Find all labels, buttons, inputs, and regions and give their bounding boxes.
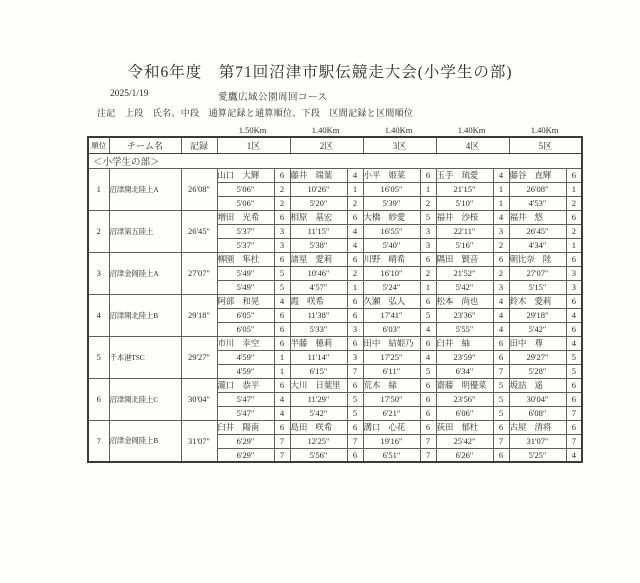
runner-grade: 6 [566, 378, 582, 392]
cumulative-rank: 7 [420, 434, 436, 448]
team-name: 千本港TSC [109, 336, 181, 378]
cumulative-time: 23'36″ [436, 308, 493, 322]
runner-grade: 6 [420, 336, 436, 350]
cumulative-time: 23'59″ [436, 350, 493, 364]
runner-grade: 6 [274, 336, 290, 350]
team-rank: 5 [88, 336, 109, 378]
runner-grade: 6 [347, 378, 363, 392]
leg-rank: 1 [493, 196, 509, 210]
runner-name: 福井 悠 [509, 210, 566, 224]
team-rank: 6 [88, 378, 109, 420]
leg-rank: 4 [420, 322, 436, 336]
leg-time: 6'15″ [290, 364, 347, 378]
section-row [88, 153, 582, 168]
runner-name: 溝口 心花 [363, 420, 420, 434]
leg-time: 5'16″ [436, 238, 493, 252]
cumulative-rank: 7 [274, 434, 290, 448]
leg-time: 5'42″ [509, 322, 566, 336]
cumulative-time: 5'37″ [217, 224, 274, 238]
leg-rank: 3 [493, 280, 509, 294]
runner-name: 久瀬 弘人 [363, 294, 420, 308]
cumulative-time: 6'29″ [217, 434, 274, 448]
leg-rank: 5 [274, 280, 290, 294]
cumulative-rank: 4 [566, 308, 582, 322]
runner-name: 朝比奈 陸 [509, 252, 566, 266]
leg-rank: 7 [347, 364, 363, 378]
cumulative-time: 23'56″ [436, 392, 493, 406]
page-title: 令和6年度 第71回沼津市駅伝競走大会(小学生の部) [127, 64, 513, 81]
cumulative-time: 5'49″ [217, 266, 274, 280]
cumulative-rank: 1 [274, 350, 290, 364]
leg-rank: 4 [347, 238, 363, 252]
cumulative-rank: 6 [274, 308, 290, 322]
leg-time: 5'47″ [217, 406, 274, 420]
team-name: 沼津開北陸上B [109, 294, 181, 336]
cumulative-rank: 7 [493, 434, 509, 448]
leg-rank: 4 [566, 448, 582, 462]
leg-time: 6'05″ [217, 322, 274, 336]
runner-name: 藤谷 直輝 [509, 168, 566, 182]
cumulative-rank: 5 [347, 392, 363, 406]
runner-name: 山口 大輝 [217, 168, 274, 182]
team-row-names [88, 252, 582, 266]
cumulative-rank: 1 [347, 182, 363, 196]
col-header-record: 記録 [181, 137, 217, 153]
leg5-distance: 1.40Km [530, 125, 559, 135]
leg-time: 6'34″ [436, 364, 493, 378]
runner-grade: 6 [420, 420, 436, 434]
runner-name: 隅田 賢音 [436, 252, 493, 266]
team-rank: 4 [88, 294, 109, 336]
team-name: 沼津金岡陸上A [109, 252, 181, 294]
leg-rank: 6 [493, 448, 509, 462]
runner-grade: 6 [566, 420, 582, 434]
runner-name: 坂詰 遥 [509, 378, 566, 392]
cumulative-rank: 1 [493, 182, 509, 196]
runner-name: 増田 光希 [217, 210, 274, 224]
col-header-rank: 順位 [88, 137, 109, 153]
runner-name: 玉手 琉愛 [436, 168, 493, 182]
cumulative-time: 16'10″ [363, 266, 420, 280]
cumulative-rank: 7 [566, 434, 582, 448]
leg-rank: 4 [274, 406, 290, 420]
runner-name: 荻田 郁杜 [436, 420, 493, 434]
cumulative-rank: 7 [347, 434, 363, 448]
team-name: 沼津開北陸上C [109, 378, 181, 420]
cumulative-time: 30'04″ [509, 392, 566, 406]
leg-rank: 6 [566, 322, 582, 336]
runner-grade: 6 [347, 294, 363, 308]
runner-grade: 4 [493, 210, 509, 224]
cumulative-rank: 2 [274, 182, 290, 196]
team-record: 29'27″ [181, 336, 217, 378]
team-rank: 7 [88, 420, 109, 462]
team-row-names [88, 210, 582, 224]
leg-time: 6'11″ [363, 364, 420, 378]
leg-rank: 5 [566, 364, 582, 378]
cumulative-time: 26'45″ [509, 224, 566, 238]
cumulative-rank: 2 [566, 224, 582, 238]
cumulative-rank: 2 [347, 266, 363, 280]
runner-name: 霞 咲希 [290, 294, 347, 308]
leg-time: 4'53″ [509, 196, 566, 210]
leg-rank: 7 [420, 448, 436, 462]
runner-grade: 6 [566, 210, 582, 224]
runner-grade: 6 [420, 168, 436, 182]
runner-grade: 6 [347, 420, 363, 434]
leg-time: 6'03″ [363, 322, 420, 336]
cumulative-rank: 5 [493, 392, 509, 406]
cumulative-rank: 1 [420, 182, 436, 196]
leg-rank: 1 [347, 280, 363, 294]
leg-time: 6'08″ [509, 406, 566, 420]
cumulative-rank: 3 [274, 224, 290, 238]
team-name: 沼津第五陸上 [109, 210, 181, 252]
runner-grade: 5 [420, 210, 436, 224]
runner-name: 小平 姫菜 [363, 168, 420, 182]
runner-name: 阿部 和晃 [217, 294, 274, 308]
runner-name: 半藤 穂莉 [290, 336, 347, 350]
cumulative-rank: 4 [420, 350, 436, 364]
leg-time: 5'49″ [217, 280, 274, 294]
leg-time: 5'25″ [509, 448, 566, 462]
cumulative-time: 21'52″ [436, 266, 493, 280]
leg-time: 6'06″ [436, 406, 493, 420]
cumulative-time: 29'18″ [509, 308, 566, 322]
runner-name: 大橋 紗愛 [363, 210, 420, 224]
runner-name: 相原 基宏 [290, 210, 347, 224]
runner-name: 荒木 緑 [363, 378, 420, 392]
team-rank: 2 [88, 210, 109, 252]
leg-rank: 7 [274, 448, 290, 462]
team-record: 27'07″ [181, 252, 217, 294]
runner-name: 齋藤 明優菜 [436, 378, 493, 392]
cumulative-time: 27'07″ [509, 266, 566, 280]
leg-distances-row [87, 125, 581, 135]
cumulative-rank: 3 [420, 224, 436, 238]
leg-rank: 5 [420, 364, 436, 378]
runner-name: 藤井 瑞葉 [290, 168, 347, 182]
cumulative-rank: 4 [493, 308, 509, 322]
leg-time: 5'10″ [436, 196, 493, 210]
col-header-leg3: 3区 [363, 137, 436, 153]
col-header-leg5: 5区 [509, 137, 582, 153]
cumulative-time: 11'14″ [290, 350, 347, 364]
leg-rank: 5 [347, 406, 363, 420]
cumulative-rank: 4 [347, 224, 363, 238]
runner-grade: 4 [493, 294, 509, 308]
runner-grade: 6 [347, 252, 363, 266]
cumulative-time: 10'46″ [290, 266, 347, 280]
leg-rank: 2 [566, 196, 582, 210]
runner-name: 瀧口 恭平 [217, 378, 274, 392]
team-record: 26'45″ [181, 210, 217, 252]
runner-grade: 4 [347, 168, 363, 182]
results-table [87, 136, 583, 463]
runner-name: 諸星 愛莉 [290, 252, 347, 266]
runner-name: 福井 沙桜 [436, 210, 493, 224]
leg-time: 4'57″ [290, 280, 347, 294]
leg-rank: 6 [347, 448, 363, 462]
runner-name: 市川 幸空 [217, 336, 274, 350]
leg-rank: 1 [274, 364, 290, 378]
team-row-names [88, 420, 582, 434]
runner-grade: 6 [566, 168, 582, 182]
runner-grade: 4 [566, 336, 582, 350]
cumulative-time: 22'11″ [436, 224, 493, 238]
cumulative-rank: 6 [493, 350, 509, 364]
leg-time: 4'34″ [509, 238, 566, 252]
runner-grade: 4 [493, 168, 509, 182]
leg-rank: 3 [274, 238, 290, 252]
cumulative-time: 6'05″ [217, 308, 274, 322]
col-header-team: チーム名 [109, 137, 181, 153]
leg-rank: 2 [493, 238, 509, 252]
runner-grade: 6 [493, 252, 509, 266]
runner-grade: 6 [566, 294, 582, 308]
runner-grade: 6 [274, 252, 290, 266]
cumulative-rank: 1 [566, 182, 582, 196]
runner-grade: 6 [347, 336, 363, 350]
leg-time: 5'06″ [217, 196, 274, 210]
leg-time: 5'39″ [363, 196, 420, 210]
cumulative-time: 5'47″ [217, 392, 274, 406]
team-rank: 1 [88, 168, 109, 210]
event-date: 2025/1/19 [110, 89, 149, 99]
meta-line [0, 89, 640, 103]
leg-time: 4'59″ [217, 364, 274, 378]
col-header-leg1: 1区 [217, 137, 290, 153]
leg-time: 5'56″ [290, 448, 347, 462]
runner-grade: 6 [566, 252, 582, 266]
cumulative-time: 16'05″ [363, 182, 420, 196]
cumulative-rank: 2 [493, 266, 509, 280]
legend-note: 注記 上段 氏名、中段 通算記録と通算順位、下段 区間記録と区間順位 [97, 108, 414, 118]
cumulative-rank: 5 [566, 350, 582, 364]
runner-grade: 6 [493, 336, 509, 350]
leg-rank: 3 [566, 280, 582, 294]
runner-grade: 6 [274, 168, 290, 182]
cumulative-rank: 3 [347, 350, 363, 364]
leg-rank: 7 [493, 364, 509, 378]
leg-time: 6'26″ [436, 448, 493, 462]
cumulative-time: 17'41″ [363, 308, 420, 322]
leg-rank: 1 [420, 280, 436, 294]
runner-name: 柳園 隼杜 [217, 252, 274, 266]
leg-time: 5'40″ [363, 238, 420, 252]
distance-spacer [87, 125, 216, 135]
runner-grade: 6 [493, 420, 509, 434]
leg-time: 6'51″ [363, 448, 420, 462]
cumulative-time: 4'59″ [217, 350, 274, 364]
leg-rank: 6 [274, 322, 290, 336]
runner-name: 鈴木 愛莉 [509, 294, 566, 308]
cumulative-time: 31'07″ [509, 434, 566, 448]
runner-name: 松本 尚也 [436, 294, 493, 308]
leg-time: 5'37″ [217, 238, 274, 252]
cumulative-time: 11'29″ [290, 392, 347, 406]
leg-rank: 3 [347, 322, 363, 336]
runner-grade: 6 [420, 378, 436, 392]
cumulative-time: 11'38″ [290, 308, 347, 322]
runner-grade: 5 [493, 378, 509, 392]
runner-grade: 6 [274, 420, 290, 434]
runner-name: 川野 晴希 [363, 252, 420, 266]
team-record: 29'18″ [181, 294, 217, 336]
leg-time: 6'29″ [217, 448, 274, 462]
cumulative-time: 29'27″ [509, 350, 566, 364]
runner-grade: 6 [274, 210, 290, 224]
leg4-distance: 1.40Km [457, 125, 486, 135]
cumulative-time: 16'55″ [363, 224, 420, 238]
leg-time: 5'15″ [509, 280, 566, 294]
leg-rank: 5 [493, 406, 509, 420]
leg-time: 5'28″ [509, 364, 566, 378]
col-header-leg2: 2区 [290, 137, 363, 153]
runner-name: 臼井 陽南 [217, 420, 274, 434]
leg-rank: 3 [420, 238, 436, 252]
leg-rank: 4 [493, 322, 509, 336]
leg1-distance: 1.50Km [238, 125, 267, 135]
runner-name: 田中 尊 [509, 336, 566, 350]
cumulative-time: 12'25″ [290, 434, 347, 448]
cumulative-time: 26'08″ [509, 182, 566, 196]
cumulative-rank: 6 [347, 308, 363, 322]
leg-time: 5'33″ [290, 322, 347, 336]
leg3-distance: 1.40Km [384, 125, 413, 135]
team-rank: 3 [88, 252, 109, 294]
cumulative-rank: 2 [420, 266, 436, 280]
section-label: ＜小学生の部＞ [88, 153, 582, 168]
team-record: 30'04″ [181, 378, 217, 420]
cumulative-time: 25'42″ [436, 434, 493, 448]
course-name: 愛鷹広域公園周回コース [218, 93, 328, 103]
cumulative-rank: 6 [420, 392, 436, 406]
leg-time: 5'38″ [290, 238, 347, 252]
runner-name: 島田 咲希 [290, 420, 347, 434]
cumulative-time: 17'25″ [363, 350, 420, 364]
runner-grade: 4 [274, 294, 290, 308]
col-header-leg4: 4区 [436, 137, 509, 153]
leg-rank: 2 [274, 196, 290, 210]
team-record: 31'07″ [181, 420, 217, 462]
leg-time: 5'42″ [290, 406, 347, 420]
cumulative-time: 17'50″ [363, 392, 420, 406]
leg-time: 6'21″ [363, 406, 420, 420]
leg-time: 5'55″ [436, 322, 493, 336]
leg-time: 5'42″ [436, 280, 493, 294]
leg-rank: 2 [347, 196, 363, 210]
leg-time: 5'20″ [290, 196, 347, 210]
leg-rank: 1 [566, 238, 582, 252]
runner-grade: 6 [347, 210, 363, 224]
cumulative-rank: 5 [274, 266, 290, 280]
team-name: 沼津開北陸上A [109, 168, 181, 210]
team-row-names [88, 378, 582, 392]
team-row-names [88, 168, 582, 182]
runner-grade: 6 [274, 378, 290, 392]
cumulative-time: 11'15″ [290, 224, 347, 238]
team-name: 沼津金岡陸上B [109, 420, 181, 462]
team-record: 26'08″ [181, 168, 217, 210]
leg-rank: 2 [420, 196, 436, 210]
runner-grade: 6 [420, 294, 436, 308]
cumulative-time: 5'06″ [217, 182, 274, 196]
leg-rank: 7 [566, 406, 582, 420]
cumulative-time: 21'15″ [436, 182, 493, 196]
runner-name: 臼井 紬 [436, 336, 493, 350]
runner-grade: 6 [420, 252, 436, 266]
runner-name: 古屋 清将 [509, 420, 566, 434]
leg-time: 5'24″ [363, 280, 420, 294]
runner-name: 田中 結姫乃 [363, 336, 420, 350]
leg2-distance: 1.40Km [311, 125, 340, 135]
cumulative-time: 10'26″ [290, 182, 347, 196]
header-row [88, 137, 582, 153]
cumulative-rank: 5 [420, 308, 436, 322]
cumulative-time: 19'16″ [363, 434, 420, 448]
team-row-names [88, 336, 582, 350]
cumulative-rank: 6 [566, 392, 582, 406]
team-row-names [88, 294, 582, 308]
runner-name: 大川 日葉里 [290, 378, 347, 392]
leg-rank: 6 [420, 406, 436, 420]
cumulative-rank: 3 [493, 224, 509, 238]
cumulative-rank: 3 [566, 266, 582, 280]
cumulative-rank: 4 [274, 392, 290, 406]
